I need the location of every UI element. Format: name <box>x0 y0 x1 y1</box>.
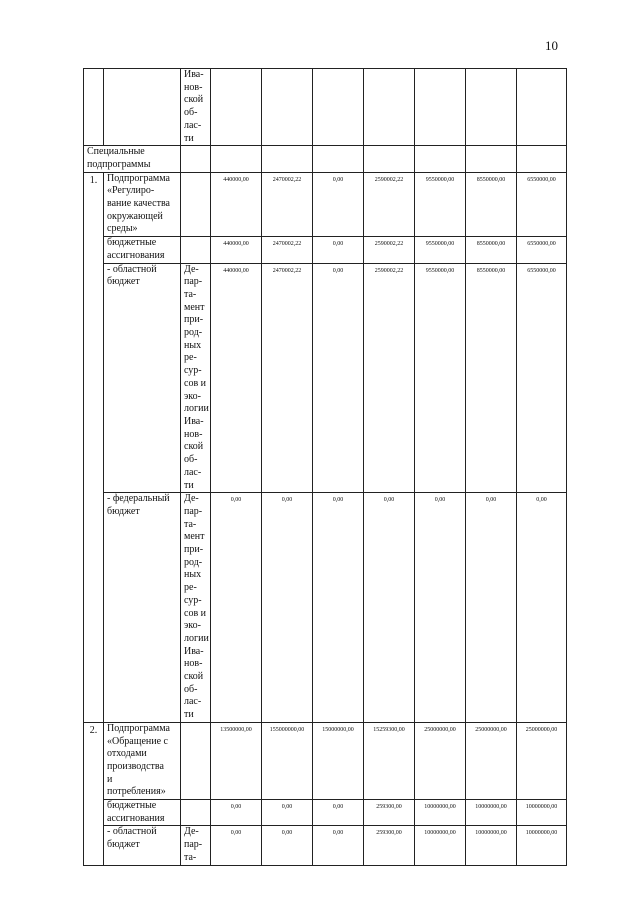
amount-cell: 2470002,22 <box>262 237 313 263</box>
text-line: бюджетные <box>107 237 157 249</box>
text-line: Ива- <box>184 645 204 657</box>
text-line: род- <box>184 327 203 339</box>
amount-cell: 2470002,22 <box>262 263 313 493</box>
text-line: бюджетные <box>107 800 157 812</box>
amount-cell: 0,00 <box>313 493 364 723</box>
text-line: нов- <box>184 81 203 93</box>
amount-cell: 0,00 <box>211 493 262 723</box>
text-line: при- <box>184 544 204 556</box>
amount-cell: 2590002,22 <box>364 172 415 237</box>
amount-cell: 0,00 <box>313 800 364 826</box>
amount-cell: 13500000,00 <box>211 722 262 799</box>
text-line: подпрограммы <box>87 158 151 170</box>
amount-cell: 10000000,00 <box>517 800 567 826</box>
amount-cell: 440000,00 <box>211 172 262 237</box>
text-line: Специальные <box>87 146 145 158</box>
budget-source-row <box>84 826 567 866</box>
amount-cell <box>313 146 364 172</box>
amount-cell: 25000000,00 <box>466 722 517 799</box>
amount-cell: 2470002,22 <box>262 172 313 237</box>
text-line: окружающей <box>107 210 163 222</box>
amount-cell <box>517 146 567 172</box>
amount-cell: 0,00 <box>262 493 313 723</box>
text-line: вание качества <box>107 198 170 210</box>
amount-cell: 6550000,00 <box>517 263 567 493</box>
text-line: - федеральный <box>107 493 170 505</box>
text-line: ти <box>184 479 194 491</box>
text-line: об- <box>184 683 198 695</box>
text-line: логии <box>184 403 209 415</box>
text-line: сов и <box>184 377 207 389</box>
amount-cell: 9550000,00 <box>415 172 466 237</box>
executor-cell <box>181 263 211 493</box>
subprogram-name <box>104 722 181 799</box>
executor-cell <box>181 69 211 146</box>
index-cell <box>84 69 104 146</box>
amount-cell: 259300,00 <box>364 826 415 866</box>
source-label <box>104 237 181 263</box>
amount-cell: 9550000,00 <box>415 237 466 263</box>
text-line: та- <box>184 518 197 530</box>
amount-cell: 6550000,00 <box>517 172 567 237</box>
text-line: род- <box>184 556 203 568</box>
text-line: бюджет <box>107 276 140 288</box>
amount-cell: 25000000,00 <box>415 722 466 799</box>
text-line: бюджет <box>107 505 140 517</box>
executor-cell <box>181 237 211 263</box>
amount-cell: 0,00 <box>364 493 415 723</box>
amount-cell <box>364 146 415 172</box>
budget-table <box>83 68 567 866</box>
text-line: «Обращение с <box>107 735 168 747</box>
source-label <box>104 826 181 866</box>
amount-cell <box>211 146 262 172</box>
amount-cell <box>262 146 313 172</box>
executor-cell <box>181 493 211 723</box>
source-label <box>104 493 181 723</box>
executor-cell <box>181 722 211 799</box>
budget-source-row <box>84 800 567 826</box>
amount-cell <box>211 69 262 146</box>
source-label <box>104 800 181 826</box>
amount-cell: 155000000,00 <box>262 722 313 799</box>
executor-cell <box>181 826 211 866</box>
amount-cell: 0,00 <box>313 263 364 493</box>
budget-source-row <box>84 493 567 723</box>
text-line: Де- <box>184 826 199 838</box>
label-cell <box>104 69 181 146</box>
text-line: при- <box>184 314 204 326</box>
page-number: 10 <box>545 38 558 53</box>
text-line: отходами <box>107 748 147 760</box>
text-line: пар- <box>184 505 203 517</box>
executor-cell <box>181 800 211 826</box>
text-line: об- <box>184 454 198 466</box>
amount-cell: 440000,00 <box>211 237 262 263</box>
amount-cell: 0,00 <box>313 237 364 263</box>
subprogram-name <box>104 172 181 237</box>
text-line: Подпрограмма <box>107 722 170 734</box>
text-line: ской <box>184 94 204 106</box>
text-line: «Регулиро- <box>107 185 155 197</box>
text-line: среды» <box>107 223 138 235</box>
text-line: и <box>107 773 113 785</box>
text-line: производства <box>107 760 164 772</box>
text-line: Де- <box>184 263 199 275</box>
amount-cell: 8550000,00 <box>466 237 517 263</box>
text-line: ассигнования <box>107 249 165 261</box>
executor-cell <box>181 172 211 237</box>
text-line: ской <box>184 441 204 453</box>
text-line: ных <box>184 339 202 351</box>
section-heading-row <box>84 146 567 172</box>
amount-cell: 25000000,00 <box>517 722 567 799</box>
text-line: пар- <box>184 276 203 288</box>
section-heading <box>84 146 181 172</box>
text-line: ре- <box>184 582 197 594</box>
amount-cell: 0,00 <box>313 826 364 866</box>
amount-cell: 8550000,00 <box>466 172 517 237</box>
amount-cell <box>466 69 517 146</box>
amount-cell <box>313 69 364 146</box>
subprogram-index: 2. <box>84 722 104 866</box>
amount-cell: 15000000,00 <box>313 722 364 799</box>
text-line: сур- <box>184 365 202 377</box>
amount-cell: 10000000,00 <box>415 826 466 866</box>
text-line: Ива- <box>184 415 204 427</box>
text-line: об- <box>184 107 198 119</box>
amount-cell: 2590002,22 <box>364 237 415 263</box>
source-label <box>104 263 181 493</box>
table-row <box>84 69 567 146</box>
text-line: Де- <box>184 493 199 505</box>
text-line: мент <box>184 531 205 543</box>
amount-cell: 0,00 <box>415 493 466 723</box>
amount-cell: 10000000,00 <box>466 800 517 826</box>
text-line: мент <box>184 301 205 313</box>
amount-cell: 0,00 <box>262 800 313 826</box>
amount-cell: 440000,00 <box>211 263 262 493</box>
text-line: лас- <box>184 696 202 708</box>
amount-cell: 0,00 <box>517 493 567 723</box>
amount-cell <box>364 69 415 146</box>
text-line: эко- <box>184 390 201 402</box>
amount-cell: 8550000,00 <box>466 263 517 493</box>
amount-cell <box>517 69 567 146</box>
amount-cell: 10000000,00 <box>415 800 466 826</box>
text-line: потребления» <box>107 786 166 798</box>
text-line: ской <box>184 671 204 683</box>
amount-cell: 259300,00 <box>364 800 415 826</box>
text-line: лас- <box>184 119 202 131</box>
text-line: ти <box>184 132 194 144</box>
amount-cell: 0,00 <box>313 172 364 237</box>
amount-cell <box>466 146 517 172</box>
text-line: Подпрограмма <box>107 172 170 184</box>
subprogram-row <box>84 722 567 799</box>
text-line: Ива- <box>184 69 204 80</box>
amount-cell: 0,00 <box>211 800 262 826</box>
text-line: ассигнования <box>107 812 165 824</box>
text-line: бюджет <box>107 839 140 851</box>
text-line: ных <box>184 569 202 581</box>
amount-cell: 0,00 <box>466 493 517 723</box>
amount-cell: 2590002,22 <box>364 263 415 493</box>
text-line: та- <box>184 851 197 863</box>
budget-source-row <box>84 263 567 493</box>
text-line: сов и <box>184 607 207 619</box>
subprogram-row <box>84 172 567 237</box>
text-line: лас- <box>184 466 202 478</box>
text-line: та- <box>184 288 197 300</box>
budget-source-row <box>84 237 567 263</box>
text-line: - областной <box>107 263 157 275</box>
text-line: сур- <box>184 594 202 606</box>
amount-cell: 6550000,00 <box>517 237 567 263</box>
subprogram-index: 1. <box>84 172 104 722</box>
text-line: нов- <box>184 658 203 670</box>
text-line: ре- <box>184 352 197 364</box>
text-line: нов- <box>184 428 203 440</box>
amount-cell: 0,00 <box>262 826 313 866</box>
amount-cell: 15259300,00 <box>364 722 415 799</box>
amount-cell: 10000000,00 <box>466 826 517 866</box>
text-line: ти <box>184 709 194 721</box>
amount-cell <box>262 69 313 146</box>
amount-cell: 9550000,00 <box>415 263 466 493</box>
text-line: - областной <box>107 826 157 838</box>
amount-cell <box>415 69 466 146</box>
text-line: логии <box>184 632 209 644</box>
amount-cell <box>415 146 466 172</box>
text-line: пар- <box>184 839 203 851</box>
amount-cell: 0,00 <box>211 826 262 866</box>
text-line: эко- <box>184 620 201 632</box>
executor-cell <box>181 146 211 172</box>
amount-cell: 10000000,00 <box>517 826 567 866</box>
